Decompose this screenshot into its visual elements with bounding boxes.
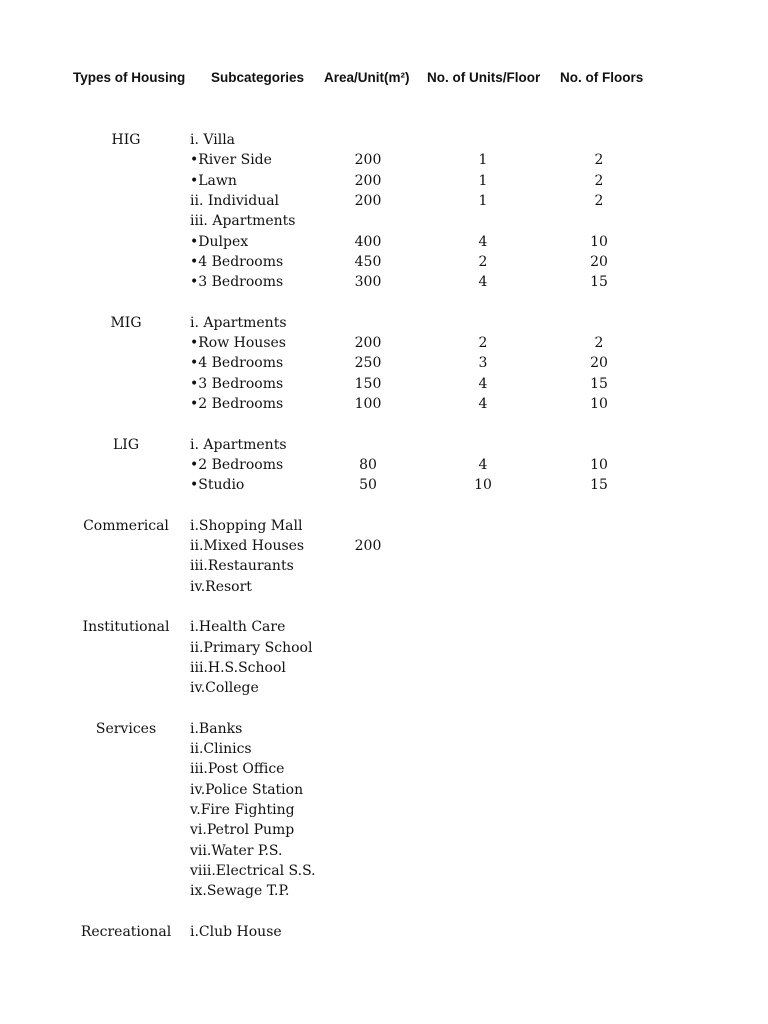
header-subcategories: Subcategories [211, 70, 305, 85]
area-value: 200 [354, 192, 382, 209]
subcategory: ix.Sewage T.P. [190, 883, 290, 900]
area-value: 300 [354, 274, 382, 291]
table-row [0, 556, 768, 576]
table-row [0, 333, 768, 353]
table-row [0, 455, 768, 475]
subcategory: •3 Bedrooms [190, 274, 284, 291]
table-row [0, 901, 768, 921]
subcategory: iii.H.S.School [190, 659, 286, 676]
table-row [0, 759, 768, 779]
area-value: 200 [354, 335, 382, 351]
subcategory: i.Banks [190, 720, 243, 737]
area-value: 450 [354, 253, 382, 270]
table-row [0, 414, 768, 434]
table-row [0, 881, 768, 901]
table-row [0, 516, 768, 536]
floors-value: 15 [590, 477, 608, 494]
subcategory: •2 Bedrooms [190, 395, 284, 412]
header-number-of-floors: No. of Floors [560, 70, 644, 85]
area-value: 200 [354, 538, 382, 554]
area-value: 150 [354, 375, 382, 392]
table-row [0, 353, 768, 373]
units-value: 10 [474, 477, 492, 494]
table-row [0, 739, 768, 759]
table-row [0, 130, 768, 150]
floors-value: 10 [590, 395, 608, 412]
subcategory: iii. Apartments [190, 213, 296, 230]
subcategory: vii.Water P.S. [190, 842, 283, 859]
table-row [0, 435, 768, 455]
subcategory: •Dulpex [190, 233, 249, 250]
subcategory: •3 Bedrooms [190, 375, 284, 392]
subcategory: i.Shopping Mall [190, 517, 303, 534]
floors-value: 15 [590, 274, 608, 291]
subcategory: iv.Resort [190, 578, 252, 595]
subcategory: •River Side [190, 152, 272, 169]
subcategory: ii.Clinics [190, 741, 252, 757]
subcategory: i.Club House [190, 923, 282, 940]
header-area-per-unit: Area/Unit(m²) [324, 70, 410, 85]
table-row [0, 495, 768, 515]
subcategory: ii.Mixed Houses [190, 538, 305, 554]
units-value: 4 [478, 375, 488, 392]
units-value: 4 [478, 274, 488, 291]
units-value: 4 [478, 456, 488, 473]
units-value: 3 [478, 355, 488, 372]
subcategory: •2 Bedrooms [190, 456, 284, 473]
table-row [0, 658, 768, 678]
header-types-of-housing: Types of Housing [73, 70, 186, 85]
floors-value: 2 [594, 192, 604, 209]
housing-type: Commerical [83, 517, 169, 534]
housing-type: LIG [112, 436, 140, 453]
units-value: 1 [478, 172, 488, 189]
table-row [0, 150, 768, 170]
subcategory: i. Apartments [190, 436, 287, 453]
table-row [0, 841, 768, 861]
floors-value: 2 [594, 335, 604, 351]
subcategory: •Studio [190, 477, 245, 494]
subcategory: viii.Electrical S.S. [190, 862, 316, 879]
table-row [0, 922, 768, 942]
table-row [0, 394, 768, 414]
housing-type: MIG [110, 314, 142, 331]
subcategory: v.Fire Fighting [190, 801, 295, 818]
subcategory: i.Health Care [190, 619, 286, 636]
subcategory: ii. Individual [190, 192, 280, 209]
subcategory: i. Apartments [190, 314, 287, 331]
table-row [0, 861, 768, 881]
table-row [0, 638, 768, 658]
table-row [0, 171, 768, 191]
table-row [0, 617, 768, 637]
units-value: 4 [478, 395, 488, 412]
floors-value: 10 [590, 233, 608, 250]
area-value: 400 [354, 233, 382, 250]
subcategory: ii.Primary School [190, 639, 313, 656]
table-row [0, 780, 768, 800]
area-value: 50 [359, 477, 377, 494]
header-units-per-floor: No. of Units/Floor [427, 70, 541, 85]
area-value: 200 [354, 172, 382, 189]
table-row [0, 313, 768, 333]
table-row [0, 597, 768, 617]
table-row [0, 211, 768, 231]
subcategory: •4 Bedrooms [190, 355, 284, 372]
table-row [0, 252, 768, 272]
floors-value: 20 [590, 253, 608, 270]
subcategory: i. Villa [190, 132, 236, 148]
table-row [0, 820, 768, 840]
subcategory: iii.Restaurants [190, 558, 294, 575]
area-value: 200 [354, 152, 382, 169]
table-row [0, 475, 768, 495]
subcategory: •Row Houses [190, 335, 286, 351]
floors-value: 2 [594, 172, 604, 189]
area-value: 100 [354, 395, 382, 412]
table-row [0, 374, 768, 394]
housing-type: Recreational [80, 923, 172, 940]
units-value: 2 [478, 335, 488, 351]
table-row [0, 536, 768, 556]
table-row [0, 698, 768, 718]
units-value: 4 [478, 233, 488, 250]
housing-type: Services [95, 720, 157, 737]
subcategory: iii.Post Office [190, 761, 285, 778]
housing-type: HIG [111, 132, 141, 148]
units-value: 1 [478, 152, 488, 169]
area-value: 250 [354, 355, 382, 372]
table-row [0, 191, 768, 211]
floors-value: 15 [590, 375, 608, 392]
subcategory: vi.Petrol Pump [190, 822, 295, 839]
table-row [0, 719, 768, 739]
table-row [0, 292, 768, 312]
subcategory: iv.Police Station [190, 781, 304, 798]
table-row [0, 272, 768, 292]
table-row [0, 232, 768, 252]
area-value: 80 [359, 456, 377, 473]
floors-value: 20 [590, 355, 608, 372]
housing-type: Institutional [82, 619, 170, 636]
floors-value: 10 [590, 456, 608, 473]
table-row [0, 800, 768, 820]
units-value: 2 [478, 253, 488, 270]
table-row [0, 577, 768, 597]
units-value: 1 [478, 192, 488, 209]
subcategory: •Lawn [190, 172, 237, 189]
floors-value: 2 [594, 152, 604, 169]
subcategory: iv.College [190, 680, 259, 697]
table-row [0, 678, 768, 698]
subcategory: •4 Bedrooms [190, 253, 284, 270]
